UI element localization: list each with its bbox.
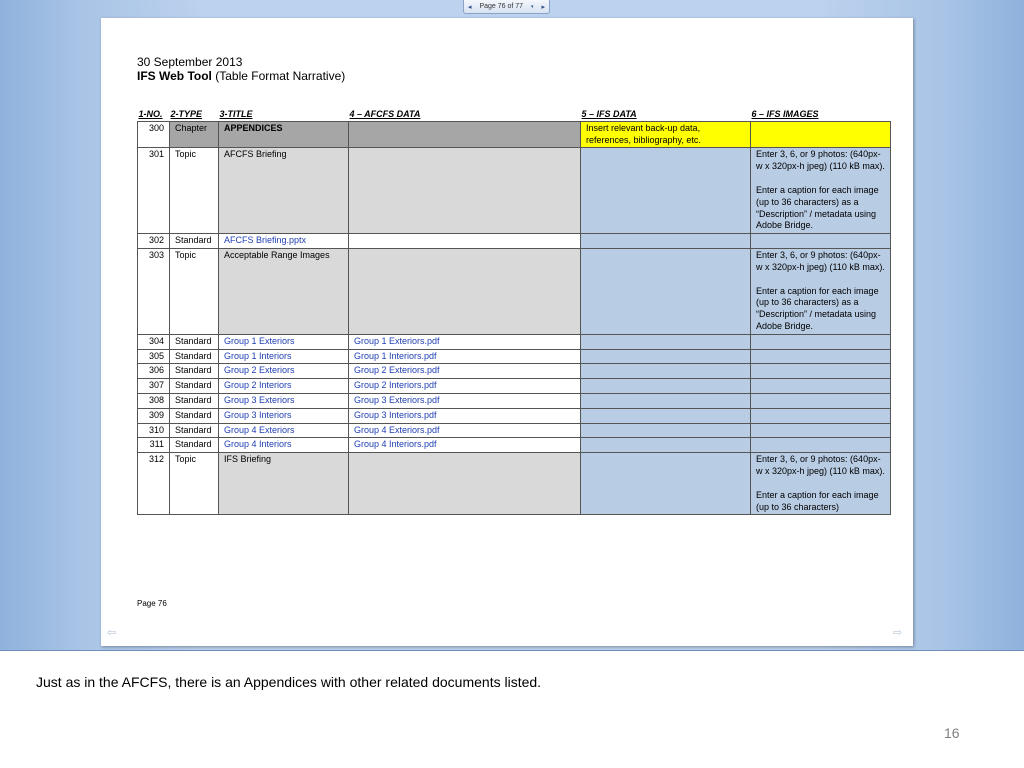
- table-row: [138, 148, 891, 234]
- row-title: Acceptable Range Images: [219, 248, 349, 334]
- row-afcfs-link[interactable]: Group 3 Exteriors.pdf: [349, 393, 581, 408]
- dropdown-icon[interactable]: ▾: [531, 3, 534, 10]
- row-title: IFS Briefing: [219, 453, 349, 515]
- column-header: 2-TYPE: [170, 109, 219, 121]
- table-header-row: [138, 109, 891, 121]
- row-ifs-images: [751, 334, 891, 349]
- row-afcfs-link[interactable]: Group 3 Interiors.pdf: [349, 408, 581, 423]
- column-header: 5 – IFS DATA: [581, 109, 751, 121]
- row-afcfs-data: [349, 234, 581, 249]
- row-ifs-images: [751, 234, 891, 249]
- row-afcfs-data: [349, 121, 581, 148]
- document-date: 30 September 2013: [137, 55, 243, 69]
- table-row: [138, 453, 891, 515]
- row-ifs-data: [581, 453, 751, 515]
- row-afcfs-data: [349, 453, 581, 515]
- row-title: AFCFS Briefing: [219, 148, 349, 234]
- row-afcfs-data: [349, 148, 581, 234]
- row-ifs-images: [751, 248, 891, 334]
- table-row: [138, 234, 891, 249]
- previous-page-arrow-icon[interactable]: ⇦: [107, 627, 117, 639]
- row-title-link[interactable]: Group 4 Interiors: [219, 438, 349, 453]
- row-ifs-images: [751, 121, 891, 148]
- row-type: Topic: [170, 248, 219, 334]
- row-number: 303: [138, 248, 170, 334]
- table-row: [138, 121, 891, 148]
- row-title-link[interactable]: Group 3 Interiors: [219, 408, 349, 423]
- row-number: 305: [138, 349, 170, 364]
- next-page-arrow-icon[interactable]: ⇨: [893, 627, 903, 639]
- document-page: [101, 18, 913, 646]
- row-number: 302: [138, 234, 170, 249]
- row-title-link[interactable]: Group 2 Exteriors: [219, 364, 349, 379]
- photo-instructions: Enter 3, 6, or 9 photos: (640px-w x 320px-h jpeg) (110 kB max).: [756, 249, 885, 272]
- page-navigator: [463, 0, 550, 14]
- row-number: 309: [138, 408, 170, 423]
- row-ifs-data: [581, 393, 751, 408]
- narrative-table: [137, 109, 891, 515]
- document-title-bold: IFS Web Tool: [137, 69, 212, 83]
- row-number: 306: [138, 364, 170, 379]
- column-header: 6 – IFS IMAGES: [751, 109, 891, 121]
- caption-instructions: Enter a caption for each image (up to 36 characters): [756, 489, 879, 512]
- column-header: 4 – AFCFS DATA: [349, 109, 581, 121]
- row-title-link[interactable]: Group 4 Exteriors: [219, 423, 349, 438]
- row-title-link[interactable]: Group 1 Interiors: [219, 349, 349, 364]
- row-ifs-images: [751, 393, 891, 408]
- slide-number: 16: [944, 725, 960, 741]
- row-afcfs-link[interactable]: Group 2 Exteriors.pdf: [349, 364, 581, 379]
- row-ifs-data: Insert relevant back-up data, references, bibliography, etc.: [581, 121, 751, 148]
- row-number: 304: [138, 334, 170, 349]
- row-type: Standard: [170, 423, 219, 438]
- table-row: [138, 438, 891, 453]
- row-ifs-images: [751, 453, 891, 515]
- row-ifs-images: [751, 349, 891, 364]
- photo-instructions: Enter 3, 6, or 9 photos: (640px-w x 320px-h jpeg) (110 kB max).: [756, 454, 885, 476]
- slide-caption: Just as in the AFCFS, there is an Appendices with other related documents listed.: [36, 674, 542, 690]
- row-number: 312: [138, 453, 170, 515]
- table-row: [138, 349, 891, 364]
- photo-instructions: Enter 3, 6, or 9 photos: (640px-w x 320px-h jpeg) (110 kB max).: [756, 149, 885, 172]
- row-ifs-data: [581, 248, 751, 334]
- row-ifs-data: [581, 148, 751, 234]
- row-number: 307: [138, 379, 170, 394]
- row-type: Standard: [170, 408, 219, 423]
- row-ifs-data: [581, 364, 751, 379]
- column-header: 1-NO.: [138, 109, 170, 121]
- document-title-rest: (Table Format Narrative): [211, 69, 346, 83]
- row-type: Standard: [170, 234, 219, 249]
- table-row: [138, 364, 891, 379]
- row-number: 301: [138, 148, 170, 234]
- row-ifs-data: [581, 334, 751, 349]
- row-type: Standard: [170, 364, 219, 379]
- table-row: [138, 393, 891, 408]
- row-title: APPENDICES: [219, 121, 349, 148]
- row-afcfs-data: [349, 248, 581, 334]
- table-row: [138, 423, 891, 438]
- page-footer: Page 76: [137, 599, 167, 608]
- page-indicator: Page 76 of 77: [479, 3, 524, 10]
- next-page-icon[interactable]: ▸: [541, 3, 545, 11]
- row-type: Topic: [170, 148, 219, 234]
- row-ifs-images: [751, 148, 891, 234]
- row-ifs-images: [751, 379, 891, 394]
- row-ifs-data: [581, 379, 751, 394]
- table-row: [138, 334, 891, 349]
- row-title-link[interactable]: AFCFS Briefing.pptx: [219, 234, 349, 249]
- column-header: 3-TITLE: [219, 109, 349, 121]
- row-afcfs-link[interactable]: Group 2 Interiors.pdf: [349, 379, 581, 394]
- row-number: 300: [138, 121, 170, 148]
- document-title: [137, 69, 345, 83]
- row-number: 311: [138, 438, 170, 453]
- row-ifs-data: [581, 438, 751, 453]
- row-type: Standard: [170, 393, 219, 408]
- caption-instructions: Enter a caption for each image (up to 36 characters) as a “Description” / metadata using Adobe Bridge.: [756, 184, 879, 231]
- row-afcfs-link[interactable]: Group 1 Exteriors.pdf: [349, 334, 581, 349]
- row-ifs-data: [581, 423, 751, 438]
- row-number: 308: [138, 393, 170, 408]
- row-afcfs-link[interactable]: Group 1 Interiors.pdf: [349, 349, 581, 364]
- row-title-link[interactable]: Group 1 Exteriors: [219, 334, 349, 349]
- row-ifs-images: [751, 364, 891, 379]
- row-ifs-images: [751, 423, 891, 438]
- row-title-link[interactable]: Group 3 Exteriors: [219, 393, 349, 408]
- row-type: Standard: [170, 334, 219, 349]
- row-ifs-data: [581, 408, 751, 423]
- row-type: Topic: [170, 453, 219, 515]
- table-row: [138, 248, 891, 334]
- row-ifs-images: [751, 408, 891, 423]
- table-row: [138, 379, 891, 394]
- row-number: 310: [138, 423, 170, 438]
- table-row: [138, 408, 891, 423]
- row-ifs-images: [751, 438, 891, 453]
- row-type: Standard: [170, 349, 219, 364]
- row-ifs-data: [581, 349, 751, 364]
- row-type: Chapter: [170, 121, 219, 148]
- row-type: Standard: [170, 379, 219, 394]
- row-ifs-data: [581, 234, 751, 249]
- row-type: Standard: [170, 438, 219, 453]
- previous-page-icon[interactable]: ◂: [468, 3, 472, 11]
- row-afcfs-link[interactable]: Group 4 Interiors.pdf: [349, 438, 581, 453]
- row-title-link[interactable]: Group 2 Interiors: [219, 379, 349, 394]
- row-afcfs-link[interactable]: Group 4 Exteriors.pdf: [349, 423, 581, 438]
- caption-instructions: Enter a caption for each image (up to 36 characters) as a “Description” / metadata using Adobe Bridge.: [756, 285, 879, 331]
